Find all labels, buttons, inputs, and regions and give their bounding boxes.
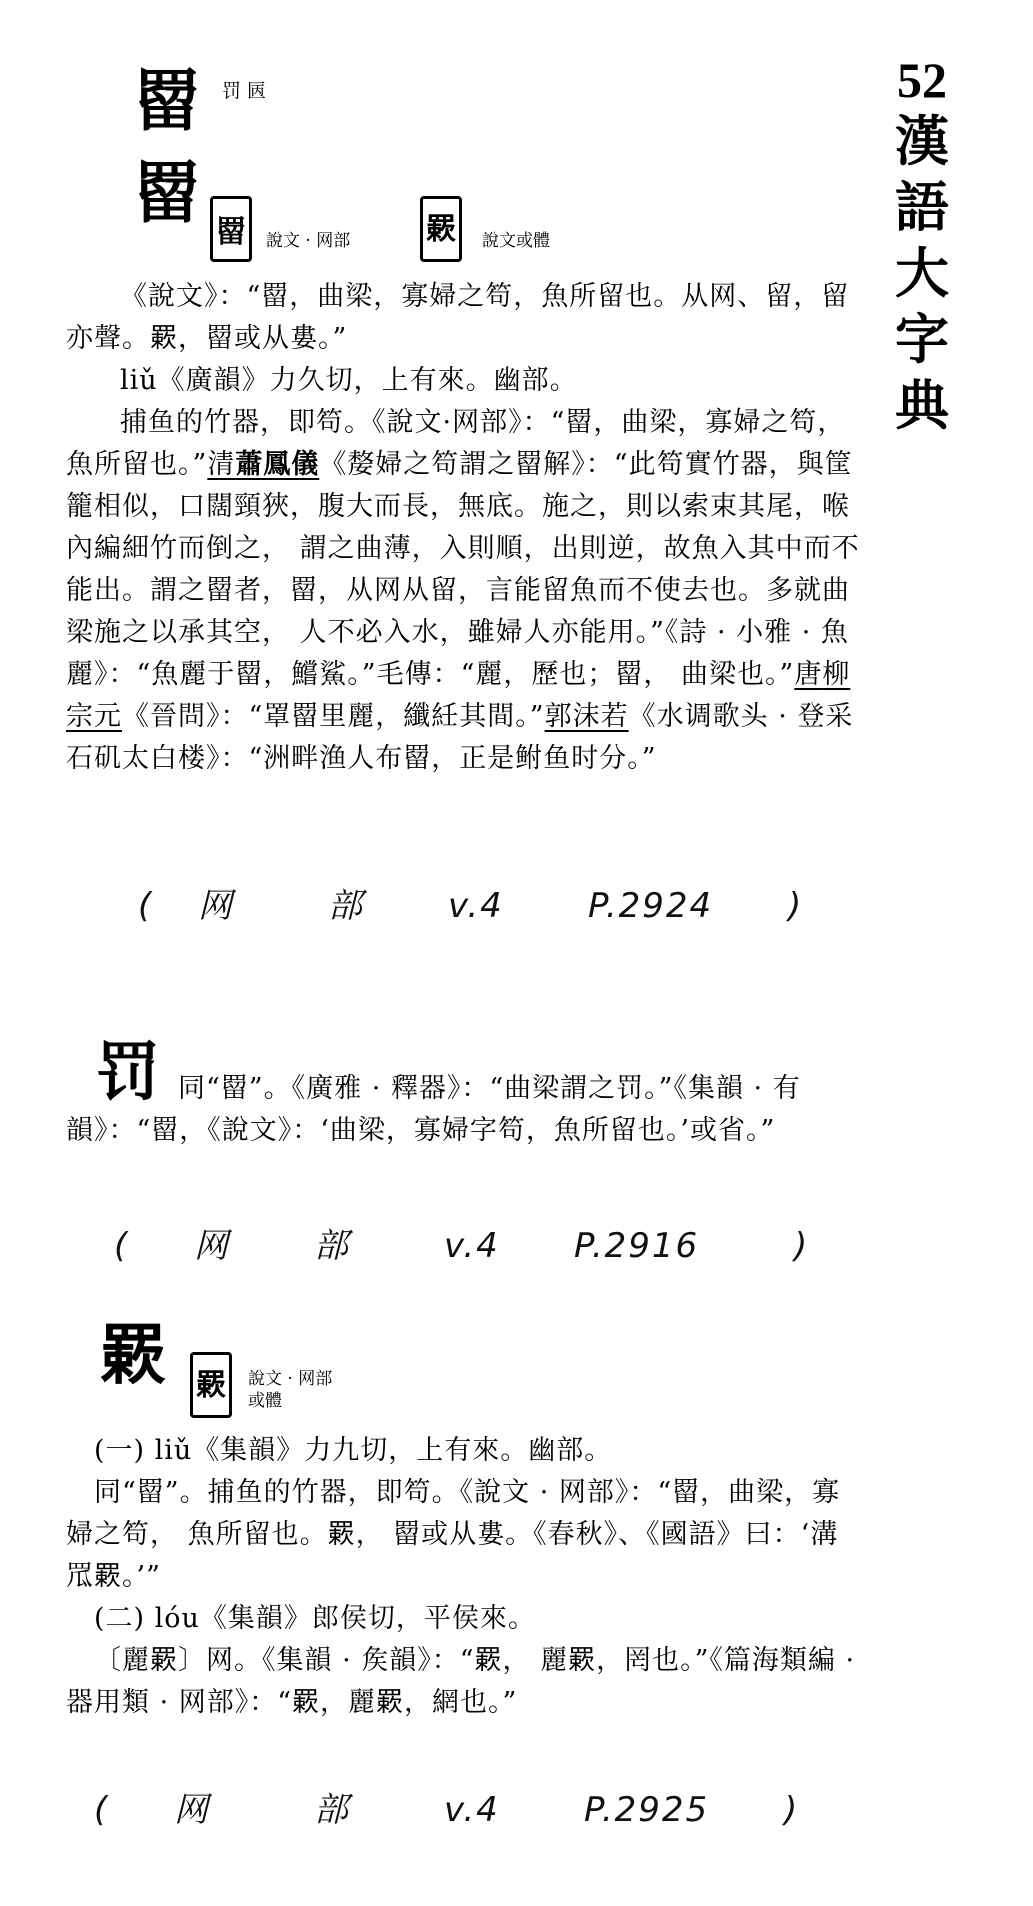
entry1-head: 罶: [134, 154, 200, 232]
entry3-definition-1: 同“罶”。捕鱼的竹器，即笱。《說文 · 网部》：“罶，曲梁，寡婦之笱， 魚所留也。𦌊， 罶或从婁。《春秋》、《國語》曰：‘溝罛𦌊。’”: [66, 1477, 841, 1592]
page-number: 52: [897, 52, 947, 108]
title-char: 語: [895, 175, 949, 239]
entry3-reading-1: (一) liǔ《集韻》力九切，上有來。幽部。: [94, 1435, 613, 1466]
entry1-body: [66, 276, 866, 780]
entry3-reading-2: (二) lóu《集韻》郎侯切，平侯來。: [94, 1603, 536, 1634]
person-name: 郭沫若: [544, 701, 629, 732]
entry1-variants: 罚 㔷: [222, 80, 267, 102]
entry1-pronunciation: liǔ《廣韻》力久切，上有來。幽部。: [120, 365, 578, 396]
title-char: 字: [895, 307, 949, 371]
handwritten-reference: ( 网 部 v.4 P.2924 ): [138, 886, 804, 926]
handwritten-reference: ( 网 部 v.4 P.2916 ): [114, 1226, 810, 1266]
seal-script-variant-image: 𦌊: [420, 196, 462, 262]
title-char: 大: [895, 241, 949, 305]
entry3-head: 𦌊: [100, 1316, 166, 1394]
entry2-head: 罚: [96, 1035, 160, 1110]
seal-script-image: 𦌊: [190, 1352, 232, 1418]
handwritten-reference: ( 网 部 v.4 P.2925 ): [94, 1790, 800, 1830]
seal-script-image: 罶: [210, 196, 252, 262]
person-name: 清: [207, 449, 236, 480]
entry1-definition: 捕鱼的竹器，即笱。《說文·网部》：“罶，曲梁，寡婦之笱，魚所留也。”清蕭鳳儀《嫠婦之笱謂之罶解》：“此笱實竹器，與筐籠相似，口闊頸狹，腹大而長，無底。施之，則以索束其尾，喉內編細竹而倒之， 謂之曲薄，入則順，出則逆，故魚入其中而不能出。謂之罶者，罶，从网从留，言能留魚而不使去也。多就曲梁施之以承其空， 人不必入水，雖婦人亦能用。”《詩 · 小雅 · 魚麗》：“魚麗于罶，鱨鯊。”毛傳：“麗，歷也；罶， 曲梁也。”唐柳宗元《晉問》：“罩罶里麗，纖紝其間。”郭沫若《水调歌头 · 登采石矶太白楼》：“洲畔渔人布罶，正是鲋鱼时分。”: [66, 407, 860, 774]
entry3-body: [66, 1430, 866, 1724]
entry1-head-top: 罶: [134, 62, 200, 140]
entry3-definition-2: 〔麗𦌊〕网。《集韻 · 矦韻》：“𦌊， 麗𦌊，罔也。”《篇海類編 · 器用類 · 网部》：“𦌊，麗𦌊，網也。”: [66, 1645, 856, 1718]
book-sidebar: [889, 52, 955, 438]
entry2-body: 同“罶”。《廣雅 · 釋器》：“曲梁謂之罚。”《集韻 · 有韻》：“罶，《說文》：‘曲梁，寡婦字笱，魚所留也。’或省。”: [66, 1073, 801, 1146]
title-char: 典: [895, 373, 949, 437]
person-name: 柳宗元: [66, 659, 851, 732]
seal-variant-label: 說文或體: [482, 231, 550, 251]
person-name: 唐: [794, 659, 823, 690]
seal-label: 說文 · 网部: [266, 231, 351, 251]
person-name: 蕭鳳儀: [235, 449, 320, 480]
title-char: 漢: [895, 109, 949, 173]
entry1-paragraph: 《說文》：“罶，曲梁，寡婦之笱，魚所留也。从网、留，留亦聲。𦌊，罶或从婁。”: [66, 281, 850, 354]
seal-label: 說文 · 网部 或體: [248, 1369, 333, 1411]
